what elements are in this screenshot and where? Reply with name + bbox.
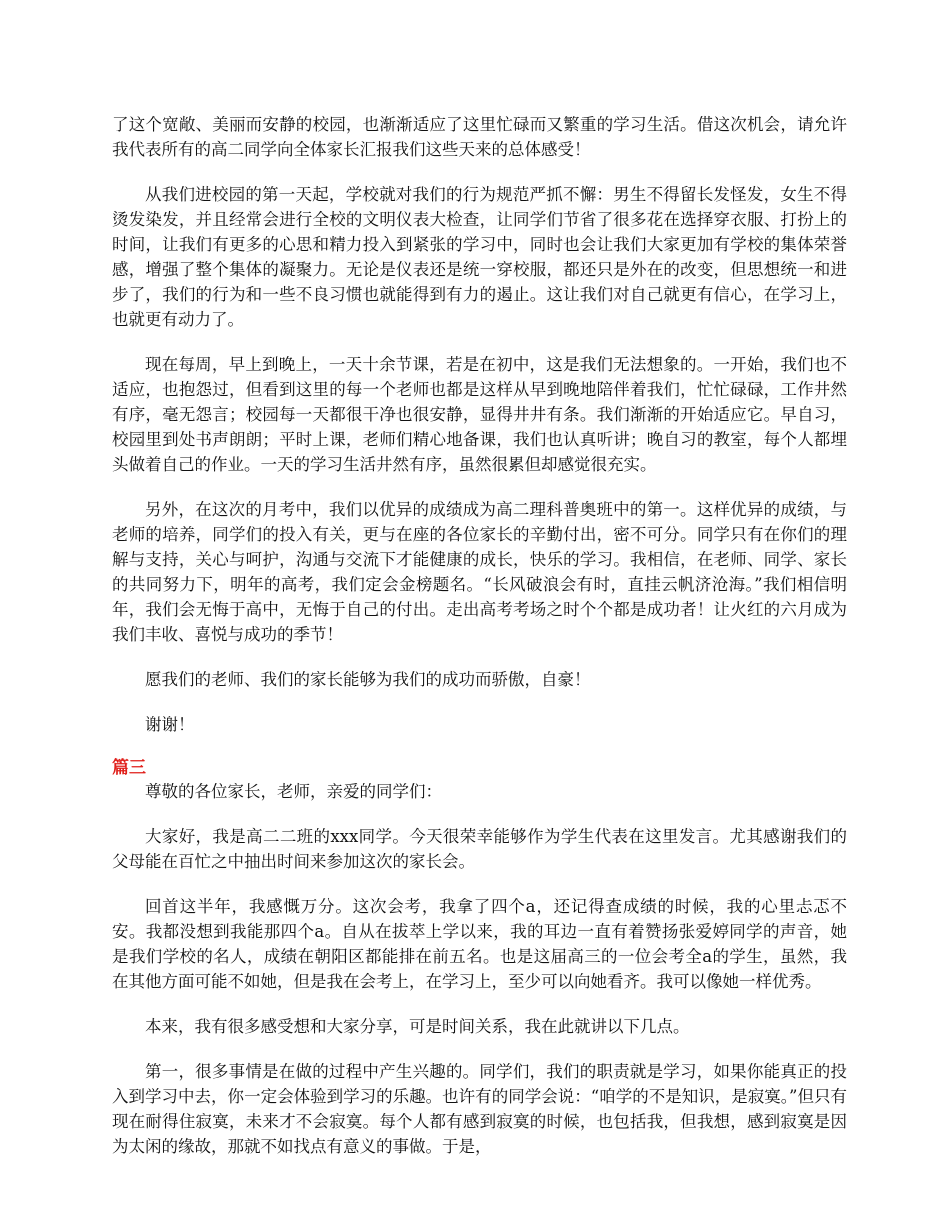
paragraph-intro-continuation: 了这个宽敞、美丽而安静的校园，也渐渐适应了这里忙碌而又繁重的学习生活。借这次机会，请允许我代表所有的高二同学向全体家长汇报我们这些天来的总体感受！ [112, 115, 847, 159]
paragraph-point-one: 第一，很多事情是在做的过程中产生兴趣的。同学们，我们的职责就是学习，如果你能真正的投入到学习中去，你一定会体验到学习的乐趣。也许有的同学会说：“咱学的不是知识，是寂寞。”但只有现在耐得住寂寞，未来才不会寂寞。每个人都有感到寂寞的时候，也包括我，但我想，感到寂寞是因为太闲的缘故，那就不如找点有意义的事做。于是， [112, 1062, 847, 1156]
paragraph-daily-schedule: 现在每周，早上到晚上，一天十余节课，若是在初中，这是我们无法想象的。一开始，我们也不适应，也抱怨过，但看到这里的每一个老师也都是这样从早到晚地陪伴着我们，忙忙碌碌，工作井然有序，毫无怨言；校园每一天都很干净也很安静，显得井井有条。我们渐渐的开始适应它。早自习，校园里到处书声朗朗；平时上课，老师们精心地备课，我们也认真听讲；晚自习的教室，每个人都埋头做着自己的作业。一天的学习生活井然有序，虽然很累但却感觉很充实。 [112, 355, 847, 474]
paragraph-greeting: 大家好，我是高二二班的xxx同学。今天很荣幸能够作为学生代表在这里发言。尤其感谢我们的父母能在百忙之中抽出时间来参加这次的家长会。 [112, 827, 847, 871]
paragraph-closing-wish: 愿我们的老师、我们的家长能够为我们的成功而骄傲，自豪！ [145, 670, 591, 689]
paragraph-thanks: 谢谢！ [145, 715, 195, 734]
paragraph-monthly-exam: 另外，在这次的月考中，我们以优异的成绩成为高二理科普奥班中的第一。这样优异的成绩，与老师的培养，同学们的投入有关，更与在座的各位家长的辛勤付出，密不可分。同学只有在你们的理解与支持，关心与呵护，沟通与交流下才能健康的成长，快乐的学习。我相信，在老师、同学、家长的共同努力下，明年的高考，我们定会金榜题名。“长风破浪会有时，直挂云帆济沧海。”我们相信明年，我们会无悔于高中，无悔于自己的付出。走出高考考场之时个个都是成功者！让火红的六月成为我们丰收、喜悦与成功的季节！ [112, 500, 847, 644]
paragraph-school-discipline: 从我们进校园的第一天起，学校就对我们的行为规范严抓不懈：男生不得留长发怪发，女生不得烫发染发，并且经常会进行全校的文明仪表大检查，让同学们节省了很多花在选择穿衣服、打扮上的时间，让我们有更多的心思和精力投入到紧张的学习中，同时也会让我们大家更加有学校的集体荣誉感，增强了整个集体的凝聚力。无论是仪表还是统一穿校服，都还只是外在的改变，但思想统一和进步了，我们的行为和一些不良习惯也就能得到有力的遏止。这让我们对自己就更有信心，在学习上，也就更有动力了。 [112, 185, 847, 329]
paragraph-transition: 本来，我有很多感受想和大家分享，可是时间关系，我在此就讲以下几点。 [145, 1017, 690, 1036]
paragraph-reflection: 回首这半年，我感慨万分。这次会考，我拿了四个a，还记得查成绩的时候，我的心里忐忑不安。我都没想到我能那四个a。自从在拔萃上学以来，我的耳边一直有着赞扬张爱婷同学的声音，她是我们学校的名人，成绩在朝阳区都能排在前五名。也是这届高三的一位会考全a的学生，虽然，我在其他方面可能不如她，但是我在会考上，在学习上，至少可以向她看齐。我可以像她一样优秀。 [112, 897, 847, 991]
paragraph-salutation: 尊敬的各位家长，老师，亲爱的同学们： [145, 782, 442, 801]
section-heading: 篇三 [112, 758, 146, 778]
document-page [112, 112, 847, 1179]
